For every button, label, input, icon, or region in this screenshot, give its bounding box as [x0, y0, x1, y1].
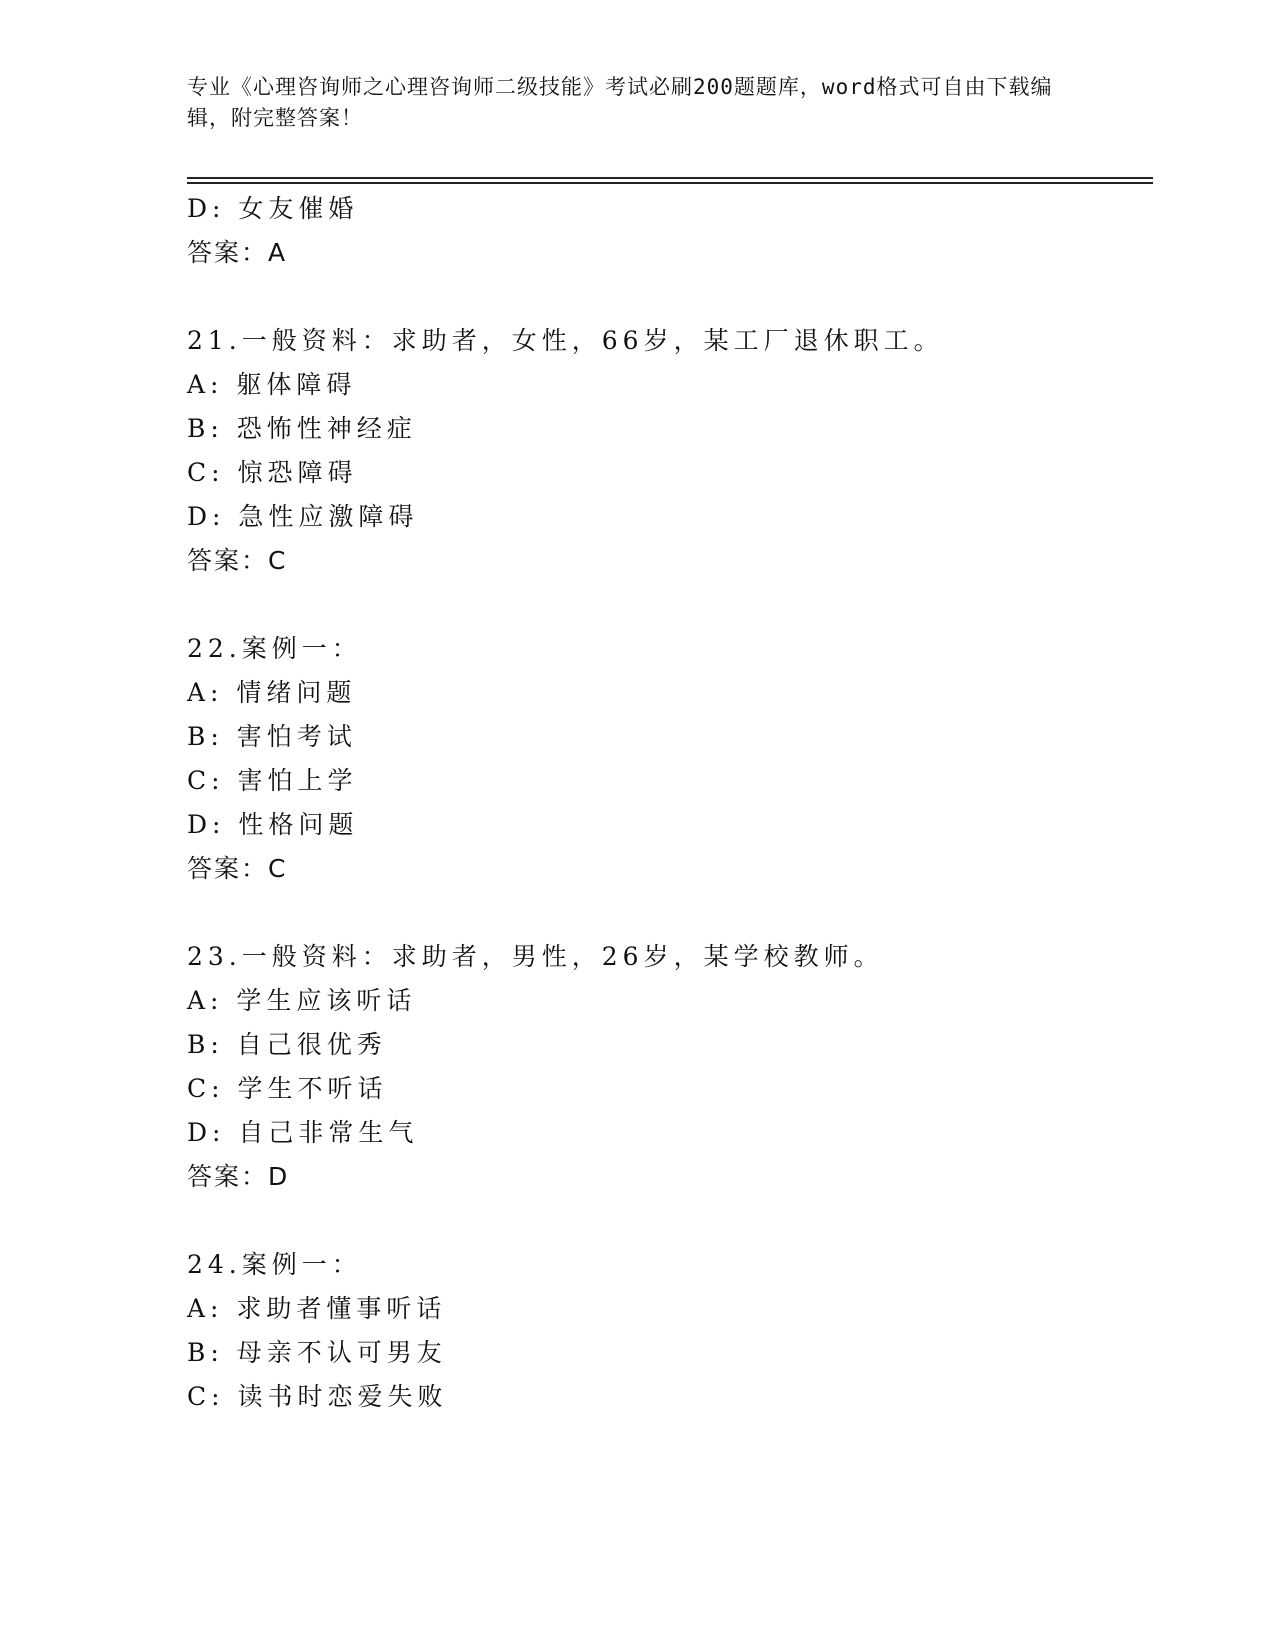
- answer-line: 答案：C: [187, 546, 288, 575]
- option-d: D: 自己非常生气: [187, 1118, 419, 1147]
- option-d: D: 急性应激障碍: [187, 502, 419, 531]
- option-c: C: 害怕上学: [187, 766, 358, 795]
- option-a: A: 情绪问题: [187, 678, 357, 707]
- option-a: A: 躯体障碍: [187, 370, 357, 399]
- option-c: C: 惊恐障碍: [187, 458, 358, 487]
- option-b: B: 害怕考试: [187, 722, 357, 751]
- document-header: 专业《心理咨询师之心理咨询师二级技能》考试必刷200题题库，word格式可自由下载编辑，附完整答案！: [187, 75, 1053, 130]
- option-b: B: 恐怖性神经症: [187, 414, 417, 443]
- option-d: D: 女友催婚: [187, 194, 359, 223]
- header-divider-bottom: [187, 182, 1153, 184]
- option-a: A: 求助者懂事听话: [187, 1294, 447, 1323]
- question-stem: 23.一般资料：求助者，男性，26岁，某学校教师。: [187, 942, 884, 971]
- answer-line: 答案：D: [187, 1162, 290, 1191]
- answer-line: 答案：A: [187, 238, 288, 267]
- header-divider-top: [187, 177, 1153, 179]
- question-stem: 21.一般资料：求助者，女性，66岁，某工厂退休职工。: [187, 326, 944, 355]
- option-c: C: 学生不听话: [187, 1074, 388, 1103]
- question-stem: 24.案例一：: [187, 1250, 362, 1279]
- option-b: B: 自己很优秀: [187, 1030, 387, 1059]
- answer-line: 答案：C: [187, 854, 288, 883]
- option-c: C: 读书时恋爱失败: [187, 1382, 448, 1411]
- option-a: A: 学生应该听话: [187, 986, 417, 1015]
- option-b: B: 母亲不认可男友: [187, 1338, 447, 1367]
- option-d: D: 性格问题: [187, 810, 359, 839]
- question-stem: 22.案例一：: [187, 634, 362, 663]
